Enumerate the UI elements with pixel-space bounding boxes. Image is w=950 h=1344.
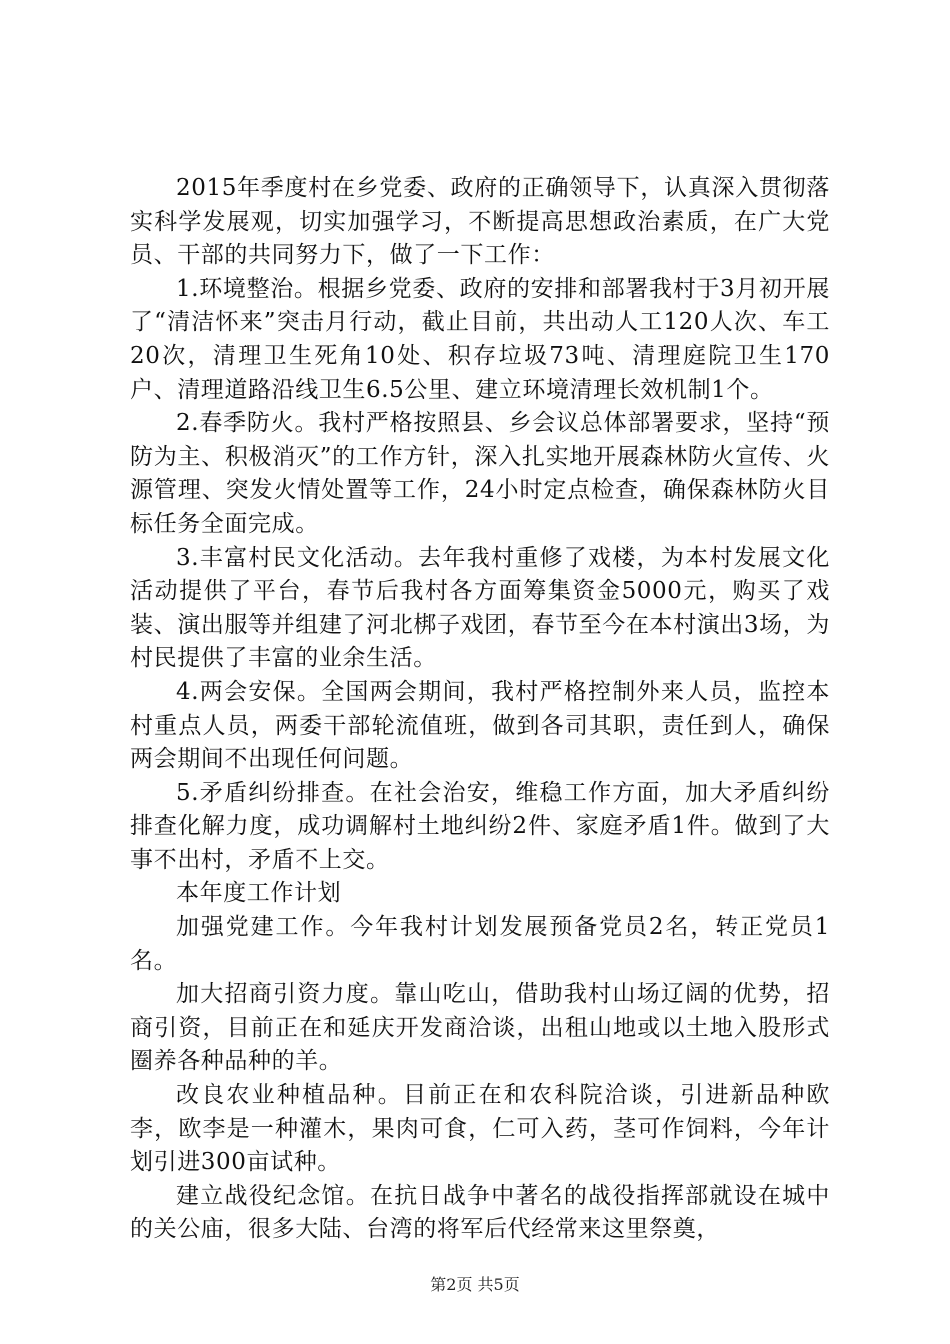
document-body <box>130 172 830 1247</box>
paragraph-investment: 加大招商引资力度。靠山吃山，借助我村山场辽阔的优势，招商引资，目前正在和延庆开发商洽谈，出租山地或以土地入股形式圈养各种品种的羊。 <box>130 981 830 1075</box>
paragraph-fire-prevention: 2.春季防火。我村严格按照县、乡会议总体部署要求，坚持“预防为主、积极消灭”的工作方针，深入扎实地开展森林防火宣传、火源管理、突发火情处置等工作，24小时定点检查，确保森林防火目标任务全面完成。 <box>130 410 830 537</box>
paragraph-security: 4.两会安保。全国两会期间，我村严格控制外来人员，监控本村重点人员，两委干部轮流值班，做到各司其职，责任到人，确保两会期间不出现任何问题。 <box>130 678 830 773</box>
paragraph-intro: 2015年季度村在乡党委、政府的正确领导下，认真深入贯彻落实科学发展观，切实加强学习，不断提高思想政治素质，在广大党员、干部的共同努力下，做了一下工作： <box>130 175 830 269</box>
paragraph-agriculture: 改良农业种植品种。目前正在和农科院洽谈，引进新品种欧李，欧李是一种灌木，果肉可食，仁可入药，茎可作饲料，今年计划引进300亩试种。 <box>130 1082 830 1176</box>
page-number-footer: 第2页 共5页 <box>430 1275 520 1294</box>
paragraph-environment: 1.环境整治。根据乡党委、政府的安排和部署我村于3月初开展了“清洁怀来”突击月行动，截止目前，共出动人工120人次、车工20次，清理卫生死角10处、积存垃圾73吨、清理庭院卫生170户、清理道路沿线卫生6.5公里、建立环境清理长效机制1个。 <box>130 275 830 403</box>
section-heading-plan: 本年度工作计划 <box>176 880 342 907</box>
paragraph-disputes: 5.矛盾纠纷排查。在社会治安，维稳工作方面，加大矛盾纠纷排查化解力度，成功调解村土地纠纷2件、家庭矛盾1件。做到了大事不出村，矛盾不上交。 <box>130 779 830 873</box>
paragraph-culture: 3.丰富村民文化活动。去年我村重修了戏楼，为本村发展文化活动提供了平台，春节后我村各方面筹集资金5000元，购买了戏装、演出服等并组建了河北梆子戏团，春节至今在本村演出3场，为村民提供了丰富的业余生活。 <box>130 544 830 672</box>
paragraph-party-building: 加强党建工作。今年我村计划发展预备党员2名，转正党员1名。 <box>130 914 830 974</box>
paragraph-memorial: 建立战役纪念馆。在抗日战争中著名的战役指挥部就设在城中的关公庙，很多大陆、台湾的将军后代经常来这里祭奠， <box>130 1182 830 1243</box>
